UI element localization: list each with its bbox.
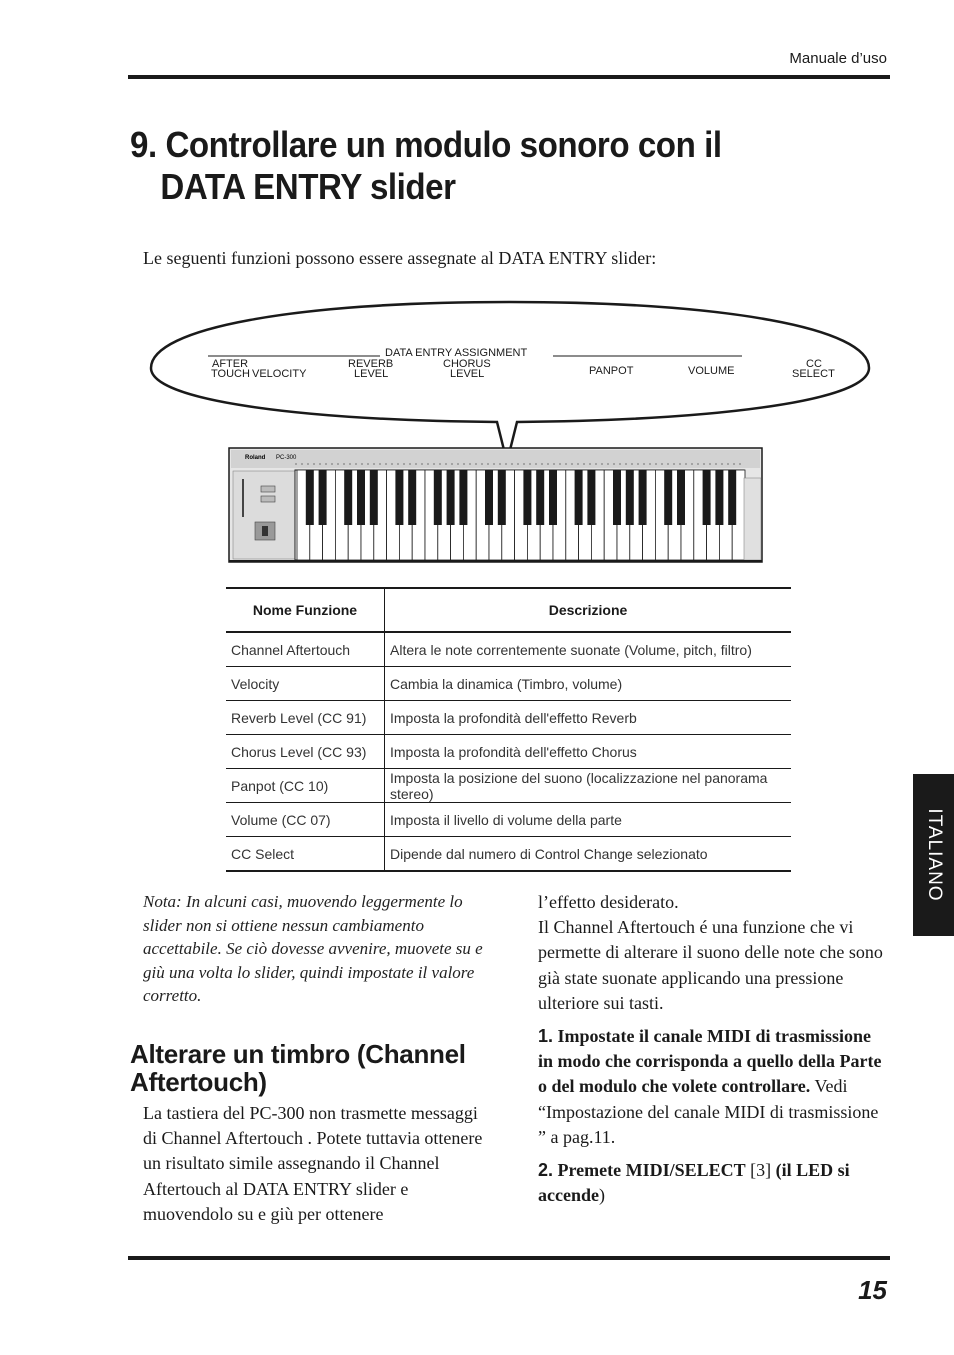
black-key	[587, 470, 595, 525]
cell-description: Cambia la dinamica (Timbro, volume)	[385, 667, 792, 701]
table-row	[226, 769, 791, 803]
label-touch: TOUCH	[211, 368, 250, 380]
cell-name: Chorus Level (CC 93)	[226, 735, 385, 769]
cell-name: Reverb Level (CC 91)	[226, 701, 385, 735]
brand-logo: Roland	[245, 455, 266, 461]
aftertouch-paragraph: Il Channel Aftertouch é una funzione che vi permette di alterare il suono delle note che sono già state suonate applicando una pressione ulteriore sui tasti.	[538, 917, 883, 1013]
label-reverb-level: LEVEL	[354, 368, 389, 380]
label-chorus: CHORUS	[443, 358, 491, 370]
label-volume: VOLUME	[688, 365, 735, 377]
black-key	[434, 470, 442, 525]
black-key	[357, 470, 365, 525]
black-key	[447, 470, 455, 525]
section-paragraph: La tastiera del PC-300 non trasmette messaggi di Channel Aftertouch . Potete tuttavia ottenere un risultato simile assegnando il Channel Aftertouch al DATA ENTRY slider e muovendolo su e giù per ottenere	[143, 1103, 483, 1224]
step-1	[538, 1024, 890, 1150]
function-table	[226, 587, 791, 872]
step-1-number: 1.	[538, 1026, 554, 1047]
step-2	[538, 1158, 890, 1208]
label-cc: CC	[806, 358, 822, 370]
black-key	[549, 470, 557, 525]
right-column	[538, 890, 890, 1208]
black-key	[703, 470, 711, 525]
note-text: Nota: In alcuni casi, muovendo leggermente lo slider non si ottiene nessun cambiamento accettabile. Se ciò dovesse avvenire, muovete su e giù una volta lo slider, quindi impostate il valore corretto.	[143, 892, 483, 1005]
bottom-rule	[128, 1256, 890, 1260]
label-chorus-level: LEVEL	[450, 368, 485, 380]
label-reverb: REVERB	[348, 358, 394, 370]
keyboard-diagram	[145, 296, 875, 566]
model-name: PC-300	[276, 455, 297, 461]
black-key	[370, 470, 378, 525]
page-title	[130, 124, 792, 208]
intro-text: Le seguenti funzioni possono essere assegnate al DATA ENTRY slider:	[143, 248, 657, 268]
col-header-description: Descrizione	[385, 588, 792, 632]
col-header-name: Nome Funzione	[226, 588, 385, 632]
black-key	[459, 470, 467, 525]
label-after: AFTER	[212, 358, 249, 370]
black-key	[344, 470, 352, 525]
black-key	[395, 470, 403, 525]
black-key	[728, 470, 736, 525]
title-line-2: DATA ENTRY slider	[160, 166, 456, 207]
table-row	[226, 701, 791, 735]
cell-description: Imposta la posizione del suono (localizzazione nel panorama stereo)	[385, 769, 792, 803]
callout-balloon	[151, 302, 869, 462]
black-key	[613, 470, 621, 525]
label-panpot: PANPOT	[589, 365, 634, 377]
table-row	[226, 803, 791, 837]
cell-description: Imposta il livello di volume della parte	[385, 803, 792, 837]
cell-name: Channel Aftertouch	[226, 632, 385, 667]
label-cc-select: SELECT	[792, 368, 835, 380]
black-key	[408, 470, 416, 525]
cell-name: CC Select	[226, 837, 385, 872]
cell-description: Imposta la profondità dell'effetto Reverb	[385, 701, 792, 735]
title-line-1: 9. Controllare un modulo sonoro con il	[130, 124, 722, 165]
cell-name: Velocity	[226, 667, 385, 701]
table-row	[226, 667, 791, 701]
black-key	[677, 470, 685, 525]
table-row	[226, 735, 791, 769]
table-row	[226, 837, 791, 872]
cell-description: Imposta la profondità dell'effetto Chorus	[385, 735, 792, 769]
cell-name: Panpot (CC 10)	[226, 769, 385, 803]
cell-description: Altera le note correntemente suonate (Volume, pitch, filtro)	[385, 632, 792, 667]
black-key	[626, 470, 634, 525]
continued-text: l’effetto desiderato.	[538, 892, 679, 912]
black-key	[536, 470, 544, 525]
cell-name: Volume (CC 07)	[226, 803, 385, 837]
language-tab-label: ITALIANO	[923, 808, 945, 902]
running-header: Manuale d’uso	[789, 50, 887, 67]
black-key	[498, 470, 506, 525]
black-key	[664, 470, 672, 525]
step-1-reference: Vedi “Impostazione del canale MIDI di trasmissione ” a pag.11.	[538, 1076, 879, 1147]
step-1-instruction: Impostate il canale MIDI di trasmissione in modo che corrisponda a quello della Parte o del modulo che volete controllare.	[538, 1026, 882, 1097]
label-velocity: VELOCITY	[252, 368, 307, 380]
step-2-key: [3]	[750, 1160, 772, 1181]
language-tab	[913, 774, 954, 936]
step-2-instruction: Premete MIDI/SELECT	[557, 1160, 746, 1181]
page-number: 15	[858, 1275, 887, 1305]
black-key	[523, 470, 531, 525]
step-2-led-note: (il LED si accende	[538, 1160, 850, 1206]
keyboard	[229, 448, 762, 562]
top-rule	[128, 75, 890, 79]
step-2-close: )	[598, 1185, 605, 1206]
step-2-number: 2.	[538, 1160, 554, 1181]
black-key	[485, 470, 493, 525]
section-heading: Alterare un timbro (Channel Aftertouch)	[130, 1039, 466, 1097]
table-row	[226, 632, 791, 667]
diagram-heading: DATA ENTRY ASSIGNMENT	[385, 347, 528, 359]
cell-description: Dipende dal numero di Control Change selezionato	[385, 837, 792, 872]
black-key	[575, 470, 583, 525]
black-key	[639, 470, 647, 525]
table-header-row	[226, 588, 791, 632]
black-key	[306, 470, 314, 525]
black-key	[319, 470, 327, 525]
black-key	[715, 470, 723, 525]
